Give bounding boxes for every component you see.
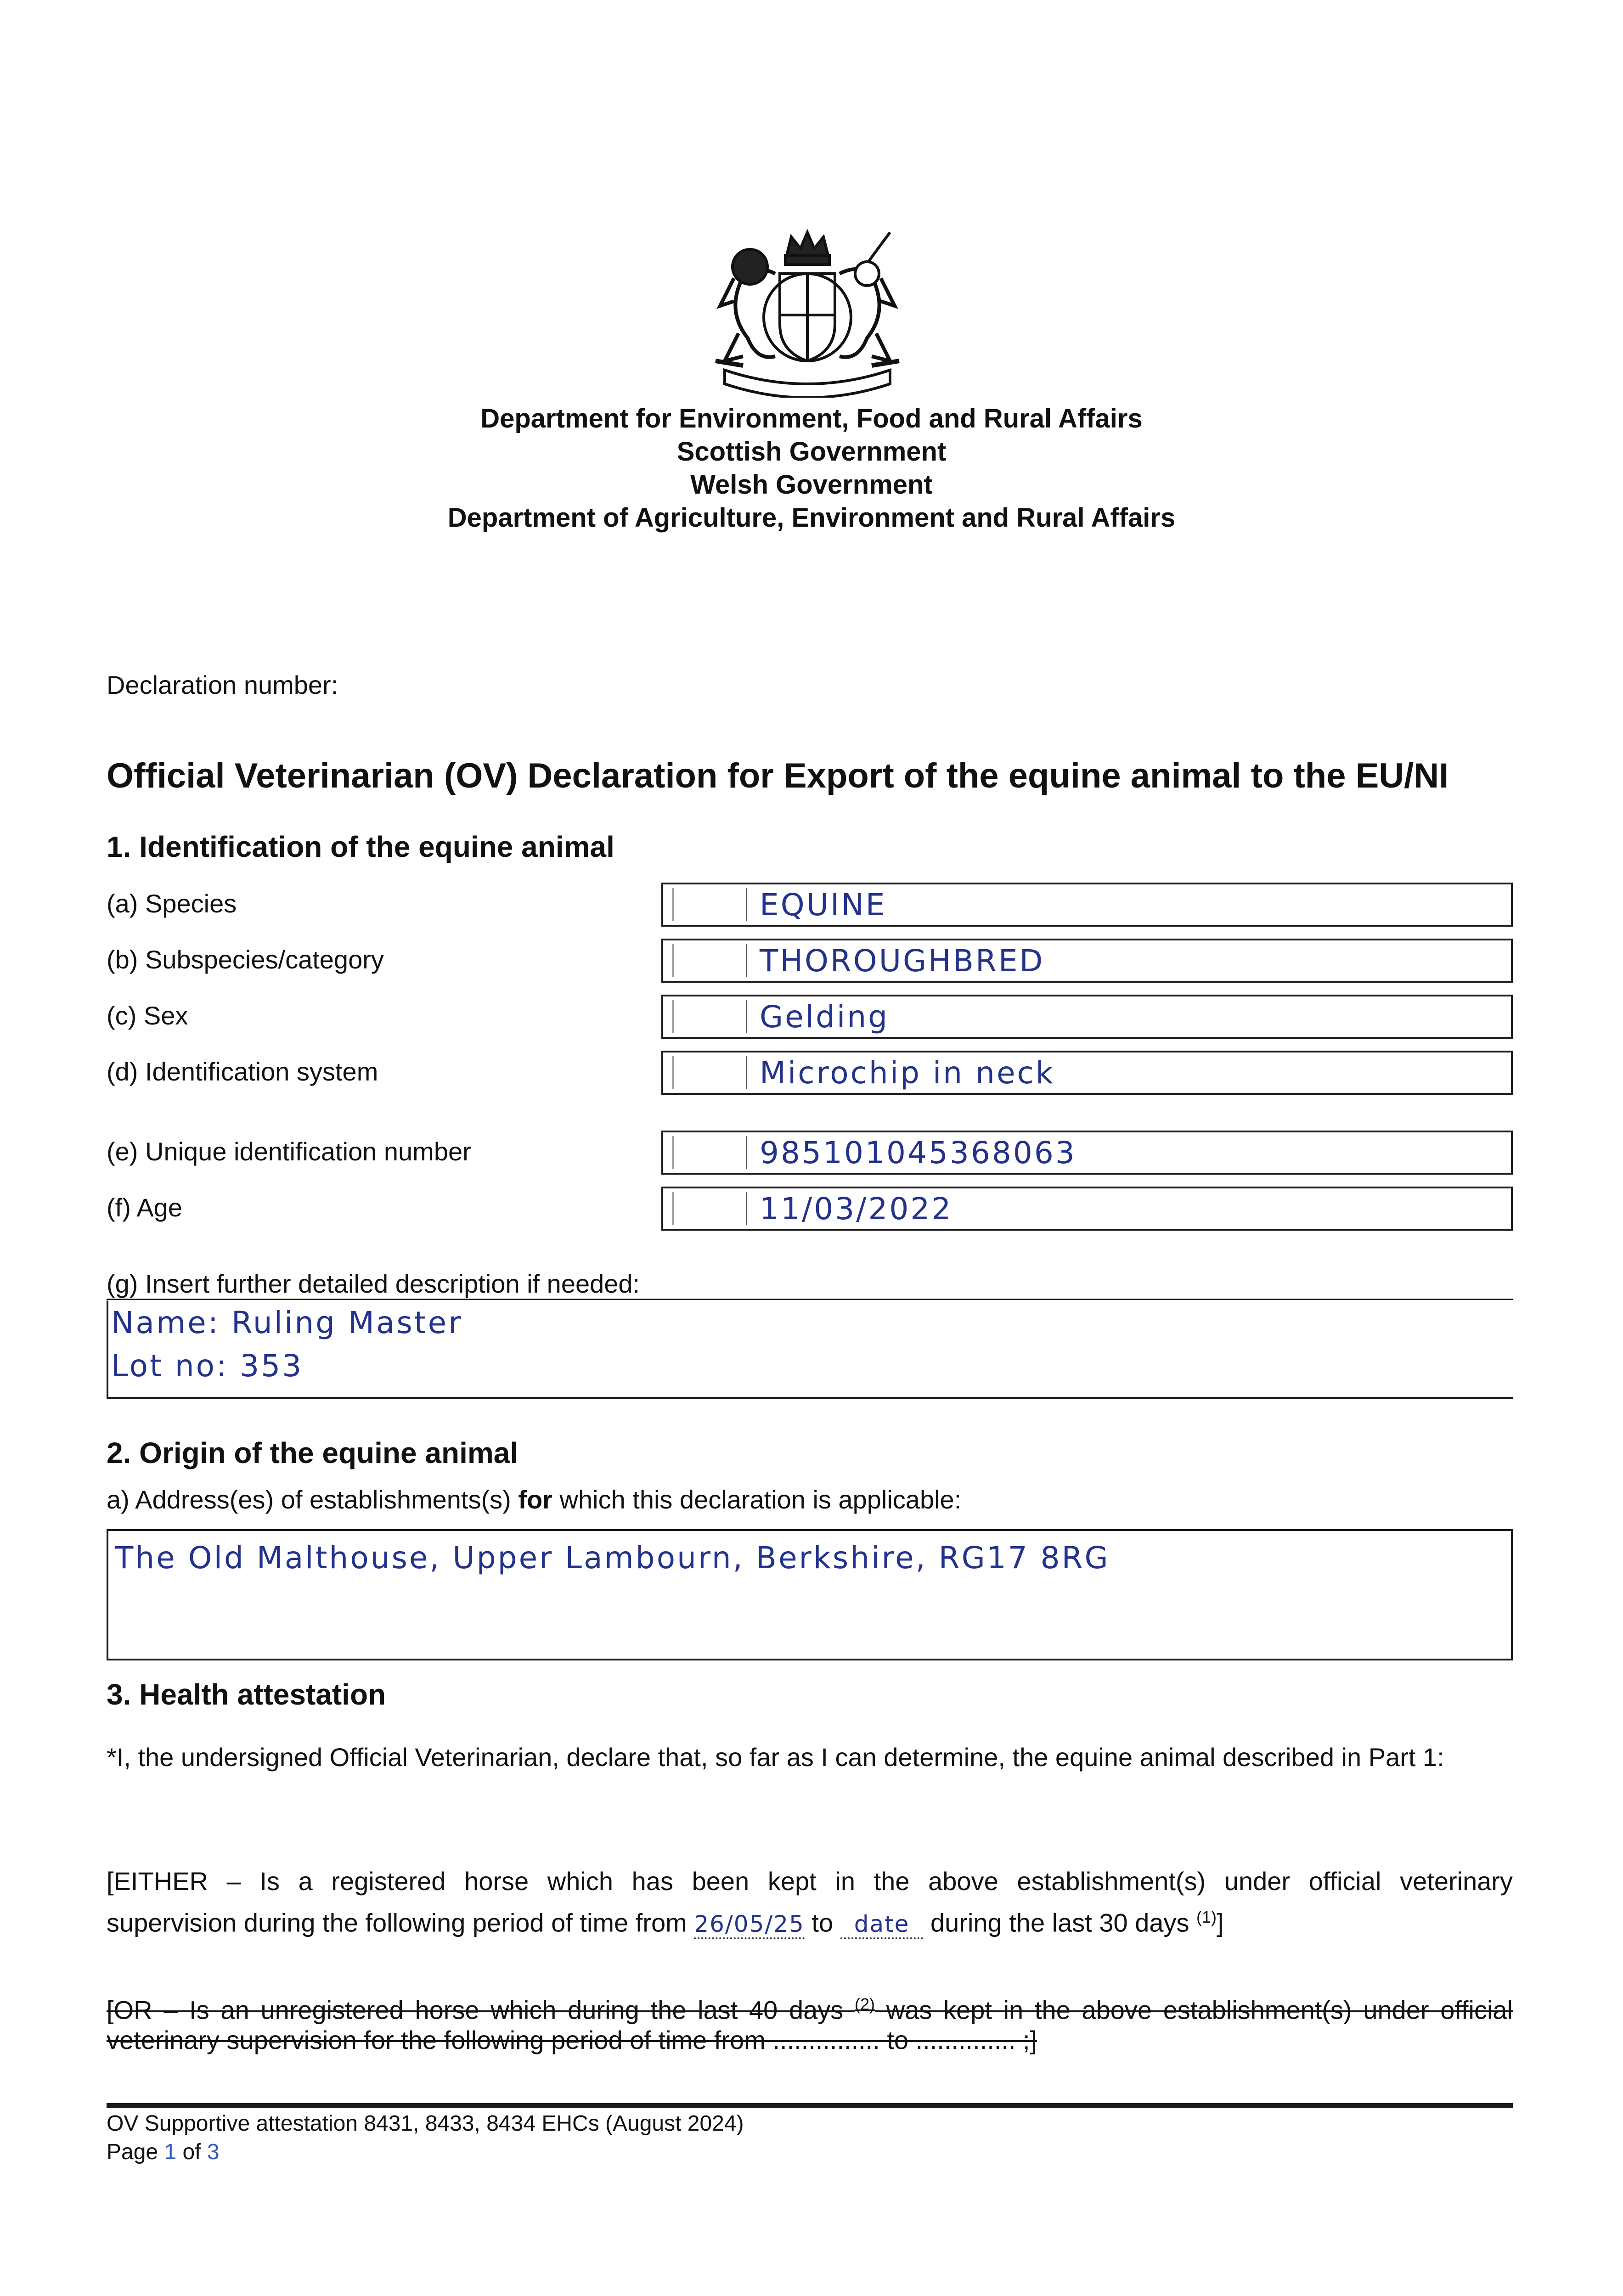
age-field[interactable]: [661, 1187, 1513, 1231]
or-line1-pre: [OR – Is an unregistered horse which during the last 40 days: [107, 1995, 855, 2025]
department-scottish-government: Scottish Government: [676, 437, 947, 467]
either-pre: supervision during the following period of time from: [107, 1908, 694, 1937]
document-title: Official Veterinarian (OV) Declaration for Export of the equine animal to the EU/NI: [107, 756, 1449, 795]
page-word: Page: [107, 2140, 158, 2164]
page-current: 1: [164, 2140, 177, 2164]
either-footnote-ref: (1): [1196, 1908, 1217, 1926]
address-intro-bold: for: [518, 1485, 552, 1514]
unique-id-field[interactable]: [661, 1131, 1513, 1175]
unique-id-label: (e) Unique identification number: [107, 1137, 471, 1166]
page-of: of: [182, 2140, 201, 2164]
further-description-line-1: Name: Ruling Master: [111, 1305, 463, 1340]
age-label: (f) Age: [107, 1193, 182, 1222]
species-value: EQUINE: [760, 887, 887, 923]
declaration-number-label: Declaration number:: [107, 670, 338, 699]
either-line-1: [EITHER – Is a registered horse which has been kept in the above establishment(s) under official veterinary: [107, 1867, 1513, 1896]
identification-system-label: (d) Identification system: [107, 1057, 378, 1086]
either-mid: to: [804, 1908, 840, 1937]
declaration-statement: *I, the undersigned Official Veterinarian, declare that, so far as I can determine, the equine animal described in Part 1:: [107, 1743, 1444, 1772]
subspecies-field[interactable]: [661, 939, 1513, 983]
sex-field[interactable]: [661, 995, 1513, 1039]
or-line1-post: was kept in the above establishment(s) under official: [875, 1995, 1513, 2025]
address-value: The Old Malthouse, Upper Lambourn, Berkshire, RG17 8RG: [115, 1540, 1110, 1576]
section2-heading: 2. Origin of the equine animal: [107, 1436, 518, 1469]
department-welsh-government: Welsh Government: [690, 470, 933, 500]
species-field[interactable]: [661, 883, 1513, 927]
royal-crest-logo: [706, 223, 908, 398]
section3-heading: 3. Health attestation: [107, 1678, 386, 1711]
further-description-top-rule: [107, 1299, 1513, 1300]
page-total: 3: [207, 2140, 220, 2164]
footer-rule: [107, 2103, 1513, 2108]
further-description-line-2: Lot no: 353: [111, 1348, 304, 1384]
further-description-label: (g) Insert further detailed description if needed:: [107, 1269, 640, 1298]
either-end: ]: [1217, 1908, 1224, 1937]
identification-system-field[interactable]: [661, 1051, 1513, 1095]
either-to-date[interactable]: date: [840, 1911, 924, 1939]
subspecies-label: (b) Subspecies/category: [107, 945, 384, 974]
department-daera: Department of Agriculture, Environment and Rural Affairs: [447, 503, 1176, 533]
identification-system-value: Microchip in neck: [760, 1055, 1055, 1091]
address-intro: [107, 1485, 961, 1514]
department-defra: Department for Environment, Food and Rural Affairs: [480, 404, 1143, 433]
subspecies-value: THOROUGHBRED: [760, 943, 1045, 979]
or-footnote-ref: (2): [855, 1995, 875, 2014]
either-line-2: [107, 1899, 1513, 1942]
address-intro-pre: a) Address(es) of establishments(s): [107, 1485, 518, 1514]
either-post: during the last 30 days: [923, 1908, 1197, 1937]
sex-label: (c) Sex: [107, 1001, 188, 1030]
either-from-date[interactable]: 26/05/25: [694, 1911, 805, 1939]
sex-value: Gelding: [760, 999, 890, 1035]
age-value: 11/03/2022: [760, 1191, 953, 1227]
section1-heading: 1. Identification of the equine animal: [107, 830, 614, 863]
footer-page-number: [107, 2138, 220, 2167]
footer-attestation-ref: OV Supportive attestation 8431, 8433, 8434 EHCs (August 2024): [107, 2111, 744, 2136]
or-line-2: veterinary supervision for the following period of time from ............... to .............. ;]: [107, 2026, 1037, 2054]
unique-id-value: 985101045368063: [760, 1135, 1076, 1171]
species-label: (a) Species: [107, 889, 237, 918]
address-field[interactable]: [107, 1529, 1513, 1660]
address-intro-post: which this declaration is applicable:: [552, 1485, 962, 1514]
further-description-field[interactable]: [107, 1300, 1513, 1399]
